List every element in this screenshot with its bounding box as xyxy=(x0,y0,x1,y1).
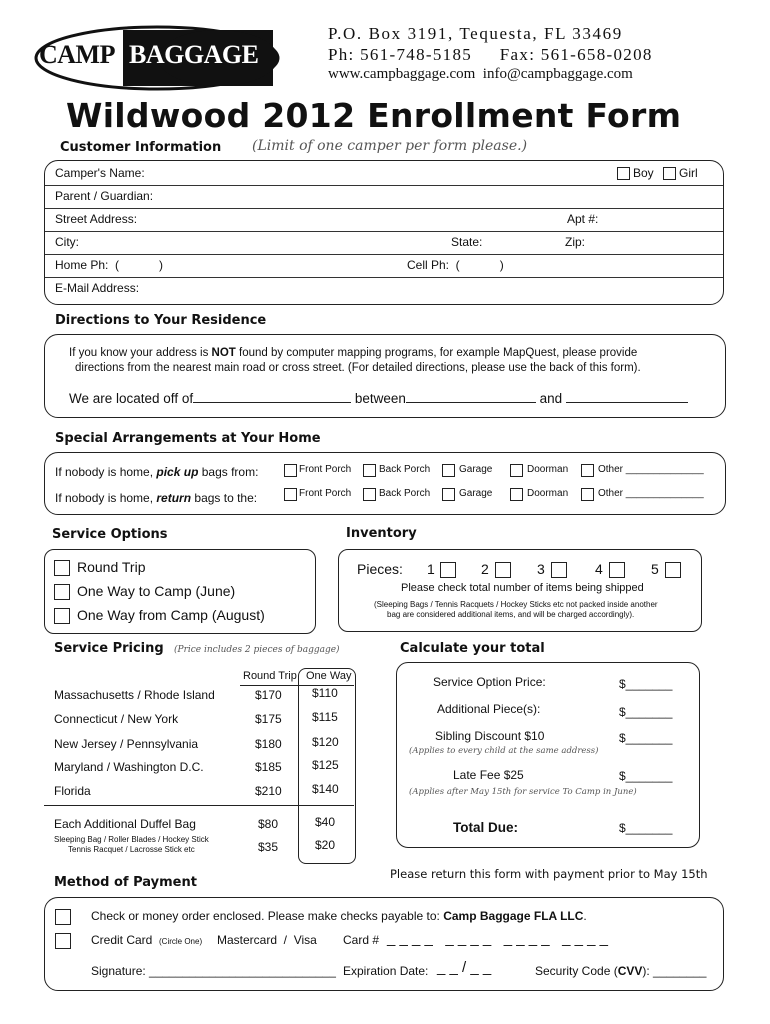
pieces-3-checkbox[interactable] xyxy=(551,562,567,578)
pieces-5-label: 5 xyxy=(651,561,659,577)
service-options-box xyxy=(44,549,316,634)
pricing-region: Massachusetts / Rhode Island xyxy=(54,688,215,702)
inventory-heading: Inventory xyxy=(346,526,417,541)
return-doorman-checkbox[interactable] xyxy=(510,488,523,501)
one-way-from-camp-label: One Way from Camp (August) xyxy=(77,607,265,623)
pricing-one-way-price: $140 xyxy=(312,782,339,796)
pickup-label xyxy=(55,465,258,479)
pickup-front-porch-checkbox[interactable] xyxy=(284,464,297,477)
return-back-porch-label: Back Porch xyxy=(379,488,431,499)
pickup-text-c: bags from: xyxy=(198,465,259,479)
directions-text-not: NOT xyxy=(211,347,236,359)
sibling-note: (Applies to every child at the same address) xyxy=(409,746,599,756)
girl-label: Girl xyxy=(679,166,698,180)
circle-one-note: (Circle One) xyxy=(159,937,203,946)
check-payment-checkbox[interactable] xyxy=(55,909,71,925)
pickup-other-label: Other ______________ xyxy=(598,464,704,475)
late-fee-label: Late Fee $25 xyxy=(453,768,524,782)
company-web-email: www.campbaggage.com info@campbaggage.com xyxy=(328,66,633,82)
payable-to: Camp Baggage FLA LLC xyxy=(443,909,584,923)
pickup-back-porch-checkbox[interactable] xyxy=(363,464,376,477)
return-text-a: If nobody is home, xyxy=(55,491,157,505)
return-front-porch-checkbox[interactable] xyxy=(284,488,297,501)
return-back-porch-checkbox[interactable] xyxy=(363,488,376,501)
check-payment-label xyxy=(91,909,587,923)
round-trip-label: Round Trip xyxy=(77,559,146,575)
round-trip-col-header: Round Trip xyxy=(243,670,297,682)
card-type-options[interactable]: Mastercard / Visa xyxy=(217,933,317,947)
extra-round-price: $35 xyxy=(258,840,279,854)
one-way-from-camp-checkbox[interactable] xyxy=(54,608,70,624)
duffel-label: Each Additional Duffel Bag xyxy=(54,817,196,831)
signature-field[interactable]: Signature: ____________________________ xyxy=(91,964,336,978)
total-box xyxy=(396,662,700,848)
sibling-field[interactable]: $_______ xyxy=(619,731,673,745)
extra-items-line1: Sleeping Bag / Roller Blades / Hockey Stick xyxy=(54,835,209,844)
pieces-3-label: 3 xyxy=(537,561,545,577)
limit-note: (Limit of one camper per form please.) xyxy=(252,138,528,154)
expiration-field[interactable]: _ _ / _ _ xyxy=(437,959,492,976)
arrangements-heading: Special Arrangements at Your Home xyxy=(55,431,321,446)
pieces-1-checkbox[interactable] xyxy=(440,562,456,578)
directions-text-a: If you know your address is xyxy=(69,347,212,359)
pricing-round-trip-price: $210 xyxy=(255,784,282,798)
return-front-porch-label: Front Porch xyxy=(299,488,352,499)
street-label: Street Address: xyxy=(55,212,138,226)
pieces-2-checkbox[interactable] xyxy=(495,562,511,578)
email-row[interactable] xyxy=(45,277,723,300)
state-label: State: xyxy=(451,235,483,249)
security-code-blank: ): ________ xyxy=(642,964,707,978)
extra-one-way-price: $20 xyxy=(315,838,336,852)
apt-label: Apt #: xyxy=(567,212,599,226)
directions-box xyxy=(44,334,726,418)
return-other-label: Other ______________ xyxy=(598,488,704,499)
parent-row[interactable] xyxy=(45,185,723,209)
return-other-checkbox[interactable] xyxy=(581,488,594,501)
cvv-label: CVV xyxy=(617,964,643,978)
pricing-one-way-price: $115 xyxy=(312,710,338,724)
payment-box xyxy=(44,897,724,991)
credit-card-checkbox[interactable] xyxy=(55,933,71,949)
service-options-heading: Service Options xyxy=(52,527,168,542)
pickup-doorman-label: Doorman xyxy=(527,464,569,475)
card-number-label: Card # xyxy=(343,933,380,947)
expiration-label: Expiration Date: xyxy=(343,964,429,978)
pricing-duffel-divider xyxy=(44,805,354,806)
pricing-round-trip-price: $175 xyxy=(255,712,282,726)
duffel-round-price: $80 xyxy=(258,817,279,831)
check-payment-period: . xyxy=(583,909,587,923)
directions-text-c: found by computer mapping programs, for example MapQuest, please provide xyxy=(235,347,638,359)
return-garage-checkbox[interactable] xyxy=(442,488,455,501)
pricing-region: Connecticut / New York xyxy=(54,712,179,726)
girl-checkbox[interactable] xyxy=(663,167,676,180)
return-payment-note: Please return this form with payment prior to May 15th xyxy=(390,867,708,881)
one-way-to-camp-label: One Way to Camp (June) xyxy=(77,583,236,599)
directions-heading: Directions to Your Residence xyxy=(55,313,267,328)
and-label: and xyxy=(539,391,563,406)
return-text-c: bags to the: xyxy=(191,491,258,505)
boy-checkbox[interactable] xyxy=(617,167,630,180)
inventory-box xyxy=(338,549,702,632)
inventory-fine-print-1: (Sleeping Bags / Tennis Racquets / Hockey Sticks etc not packed inside another xyxy=(374,600,658,609)
company-address: P.O. Box 3191, Tequesta, FL 33469 xyxy=(328,24,623,43)
camp-baggage-logo xyxy=(33,24,281,92)
located-off-line[interactable] xyxy=(69,391,688,406)
check-payment-text: Check or money order enclosed. Please make checks payable to: xyxy=(91,909,444,923)
return-label xyxy=(55,491,257,505)
late-fee-field[interactable]: $_______ xyxy=(619,769,673,783)
pickup-back-porch-label: Back Porch xyxy=(379,464,431,475)
pricing-one-way-price: $110 xyxy=(312,686,338,700)
pickup-garage-checkbox[interactable] xyxy=(442,464,455,477)
sibling-label: Sibling Discount $10 xyxy=(435,729,545,743)
pricing-region: Florida xyxy=(54,784,91,798)
pricing-note: (Price includes 2 pieces of baggage) xyxy=(174,645,340,655)
customer-info-box xyxy=(44,160,724,305)
pricing-table xyxy=(44,664,364,864)
return-text-b: return xyxy=(156,491,192,505)
pickup-front-porch-label: Front Porch xyxy=(299,464,352,475)
pieces-4-checkbox[interactable] xyxy=(609,562,625,578)
pricing-round-trip-price: $170 xyxy=(255,688,282,702)
directions-instructions-line2: directions from the nearest main road or cross street. (For detailed directions, please use the back of this form). xyxy=(75,362,641,374)
logo-text-baggage: BAGGAGE xyxy=(129,40,259,69)
pickup-text-a: If nobody is home, xyxy=(55,465,157,479)
home-phone-label: Home Ph: ( ) xyxy=(55,258,164,272)
located-off-label: We are located off of xyxy=(69,391,194,406)
inventory-check-note: Please check total number of items being shipped xyxy=(401,582,644,594)
pricing-round-trip-price: $185 xyxy=(255,760,282,774)
page-title: Wildwood 2012 Enrollment Form xyxy=(66,96,682,135)
pricing-one-way-price: $120 xyxy=(312,735,339,749)
logo-text-camp: CAMP xyxy=(39,40,115,69)
extra-items-line2: Tennis Racquet / Lacrosse Stick etc xyxy=(68,845,195,854)
city-row[interactable] xyxy=(45,231,723,255)
phone-row[interactable] xyxy=(45,254,723,278)
calculate-total-heading: Calculate your total xyxy=(400,641,545,656)
pickup-other-checkbox[interactable] xyxy=(581,464,594,477)
pickup-text-b: pick up xyxy=(156,465,199,479)
directions-instructions-line1 xyxy=(69,347,637,359)
parent-label: Parent / Guardian: xyxy=(55,189,154,203)
one-way-to-camp-checkbox[interactable] xyxy=(54,584,70,600)
pricing-region: Maryland / Washington D.C. xyxy=(54,760,204,774)
company-phone-fax: Ph: 561-748-5185 Fax: 561-658-0208 xyxy=(328,45,653,64)
customer-info-heading: Customer Information xyxy=(60,140,222,155)
campers-name-label: Camper's Name: xyxy=(55,166,145,180)
zip-label: Zip: xyxy=(565,235,586,249)
security-code-field[interactable] xyxy=(535,964,706,978)
credit-card-label: Credit Card xyxy=(91,933,153,947)
additional-field[interactable]: $_______ xyxy=(619,705,673,719)
pickup-doorman-checkbox[interactable] xyxy=(510,464,523,477)
inventory-fine-print-2: bag are considered additional items, and will be charged accordingly). xyxy=(387,610,635,619)
campers-name-row[interactable] xyxy=(45,162,723,186)
pricing-region: New Jersey / Pennsylvania xyxy=(54,737,199,751)
return-doorman-label: Doorman xyxy=(527,488,569,499)
cell-phone-label: Cell Ph: ( ) xyxy=(407,258,504,272)
pricing-one-way-price: $125 xyxy=(312,758,339,772)
security-code-label: Security Code ( xyxy=(535,964,618,978)
pieces-1-label: 1 xyxy=(427,561,435,577)
one-way-col-header: One Way xyxy=(306,670,352,682)
pricing-round-trip-price: $180 xyxy=(255,737,282,751)
pickup-garage-label: Garage xyxy=(459,464,493,475)
card-number-field[interactable]: _ _ _ _ _ _ _ _ _ _ _ _ _ _ _ _ xyxy=(387,930,608,947)
service-price-field[interactable]: $_______ xyxy=(619,677,673,691)
pieces-label: Pieces: xyxy=(357,561,403,577)
between-label: between xyxy=(354,391,406,406)
total-due-label: Total Due: xyxy=(453,820,518,835)
duffel-one-way-price: $40 xyxy=(315,815,336,829)
city-label: City: xyxy=(55,235,79,249)
round-trip-checkbox[interactable] xyxy=(54,560,70,576)
service-price-label: Service Option Price: xyxy=(433,675,546,689)
email-label: E-Mail Address: xyxy=(55,281,140,295)
pieces-5-checkbox[interactable] xyxy=(665,562,681,578)
return-garage-label: Garage xyxy=(459,488,493,499)
late-fee-note: (Applies after May 15th for service To Camp in June) xyxy=(409,787,637,797)
payment-heading: Method of Payment xyxy=(54,875,197,890)
pieces-2-label: 2 xyxy=(481,561,489,577)
additional-label: Additional Piece(s): xyxy=(437,702,541,716)
street-row[interactable] xyxy=(45,208,723,232)
boy-label: Boy xyxy=(633,166,654,180)
total-due-field[interactable]: $_______ xyxy=(619,821,673,835)
pieces-4-label: 4 xyxy=(595,561,603,577)
arrangements-box xyxy=(44,452,726,515)
service-pricing-heading: Service Pricing xyxy=(54,641,164,656)
